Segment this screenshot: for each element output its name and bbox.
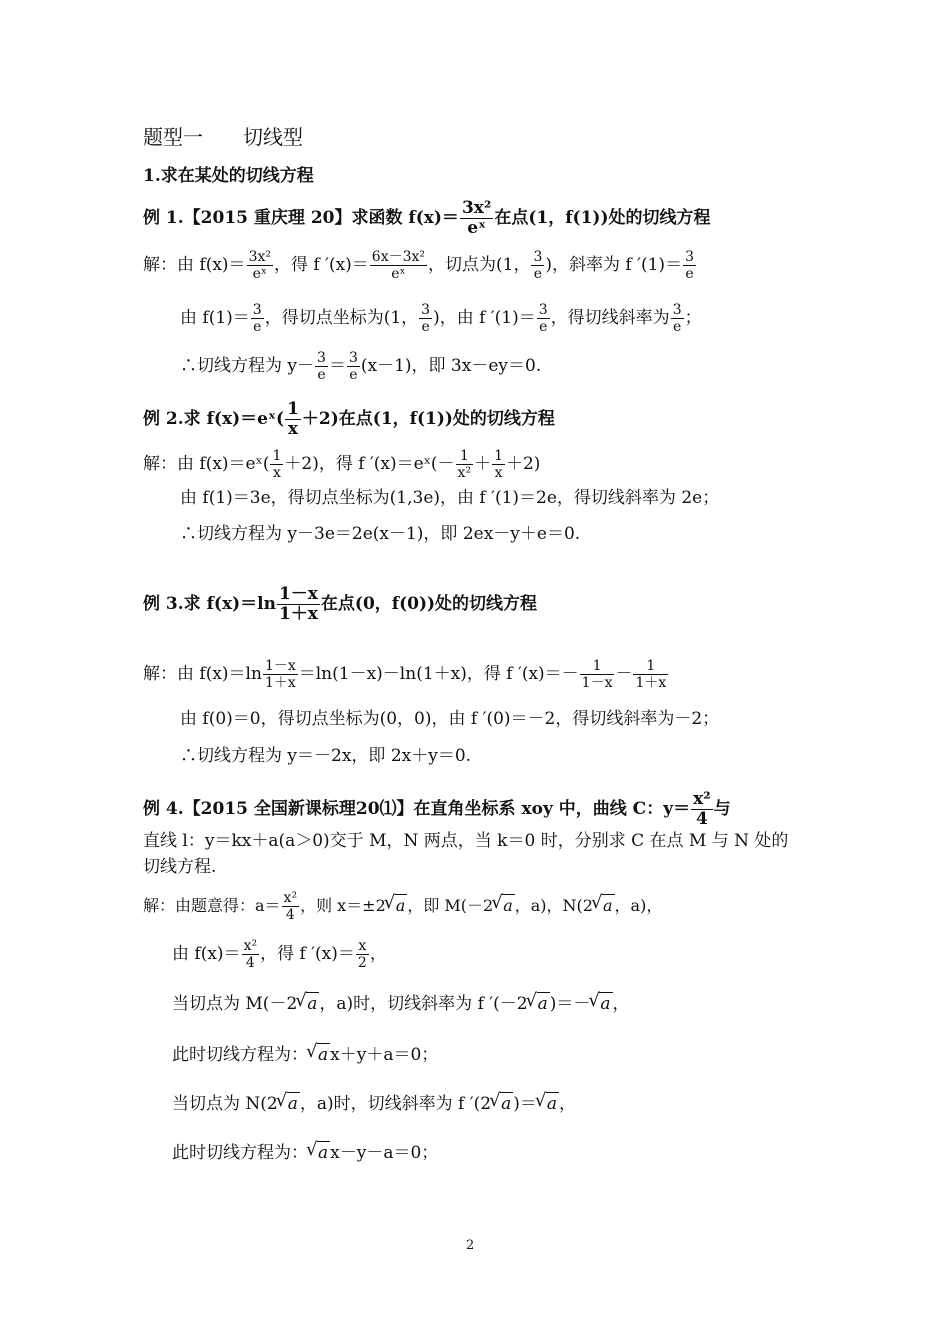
ex4-solution-line-5: 当切点为 N(2√ a ，a)时，切线斜率为 f ′(2√ a )＝√ a ， xyxy=(172,1092,576,1115)
page-number: 2 xyxy=(466,1238,475,1253)
ex1-title: 例 1.【2015 重庆理 20】求函数 f(x)＝ $\frac{\text{3x²}}{\text{eˣ}}$ 在点(1，f(1))处的切线方程 xyxy=(143,198,711,238)
ex2-solution-line-2: 由 f(1)＝3e，得切点坐标为(1,3e)，由 f ′(1)＝2e，得切线斜率为 2e； xyxy=(180,488,720,508)
ex1-solution-line-1: 解：由 f(x)＝ $\frac{\text{3x²}}{\text{eˣ}}$ ，得 f ′(x)＝ $\frac{\text{6x－3x²}}{\text{eˣ}}$ ，切点为(1， $\frac{3}{e}$ )，斜率为 f ′(1)＝ $\frac{3}{e}$ xyxy=(143,249,694,282)
ex4-solution-line-3: 当切点为 M(－2√ a ，a)时，切线斜率为 f ′(－2√ a )＝－√ a ， xyxy=(172,992,630,1015)
ex3-solution-line-1: 解：由 f(x)＝ln $\frac{1-x}{1+x}$ ＝ln(1－x)－ln(1＋x)，得 f ′(x)＝－ $\frac{1}{1-x}$ － $\frac{1}{1+x}$ xyxy=(143,658,667,691)
ex4-body-line-1: 直线 l：y＝kx＋a(a＞0)交于 M，N 两点，当 k＝0 时，分别求 C 在点 M 与 N 处的 xyxy=(143,831,789,851)
ex2-solution-line-3: ∴切线方程为 y－3e＝2e(x－1)，即 2ex－y＋e＝0. xyxy=(180,524,581,544)
ex4-solution-line-4: 此时切线方程为：√ a x＋y＋a＝0； xyxy=(172,1043,438,1066)
ex4-body-line-2: 切线方程. xyxy=(143,857,217,877)
ex1-solution-line-3: ∴切线方程为 y－ $\frac{3}{e}$ ＝ $\frac{3}{e}$ (x－1)，即 3x－ey＝0. xyxy=(180,350,542,383)
section-title: 题型一 切线型 xyxy=(143,125,303,149)
ex4-title: 例 4.【2015 全国新课标理20⑴】在直角坐标系 xoy 中，曲线 C：y＝ $\frac{\text{x²}}{4}$ 与 xyxy=(143,789,731,829)
ex2-title: 例 2.求 f(x)＝eˣ( $\frac{1}{x}$ ＋2)在点(1，f(1))处的切线方程 xyxy=(143,399,555,439)
ex2-solution-line-1: 解：由 f(x)＝eˣ( $\frac{1}{x}$ ＋2)，得 f ′(x)＝eˣ(－ $\frac{1}{\text{x²}}$ ＋ $\frac{1}{x}$ ＋2) xyxy=(143,448,541,481)
ex4-solution-line-2: 由 f(x)＝ $\frac{\text{x²}}{4}$ ，得 f ′(x)＝ $\frac{x}{2}$ ， xyxy=(172,938,387,971)
ex4-solution-line-1: 解：由题意得：a＝ $\frac{\text{x²}}{4}$ ，则 x＝±2√ a ，即 M(－2√ a ，a)，N(2√ a ，a)， xyxy=(143,890,662,923)
ex4-solution-line-6: 此时切线方程为：√ a x－y－a＝0； xyxy=(172,1141,438,1164)
ex3-title: 例 3.求 f(x)＝ln $\frac{1-x}{1+x}$ 在点(0，f(0))处的切线方程 xyxy=(143,584,538,624)
ex3-solution-line-3: ∴切线方程为 y＝－2x，即 2x＋y＝0. xyxy=(180,746,472,766)
subsection-title: 1.求在某处的切线方程 xyxy=(143,166,314,186)
ex1-solution-line-2: 由 f(1)＝ $\frac{3}{e}$ ，得切点坐标为(1， $\frac{3}{e}$ )，由 f ′(1)＝ $\frac{3}{e}$ ，得切线斜率为 $\frac{3}{e}$ ； xyxy=(180,302,702,335)
ex3-solution-line-2: 由 f(0)＝0，得切点坐标为(0，0)，由 f ′(0)＝－2，得切线斜率为－2； xyxy=(180,709,720,729)
